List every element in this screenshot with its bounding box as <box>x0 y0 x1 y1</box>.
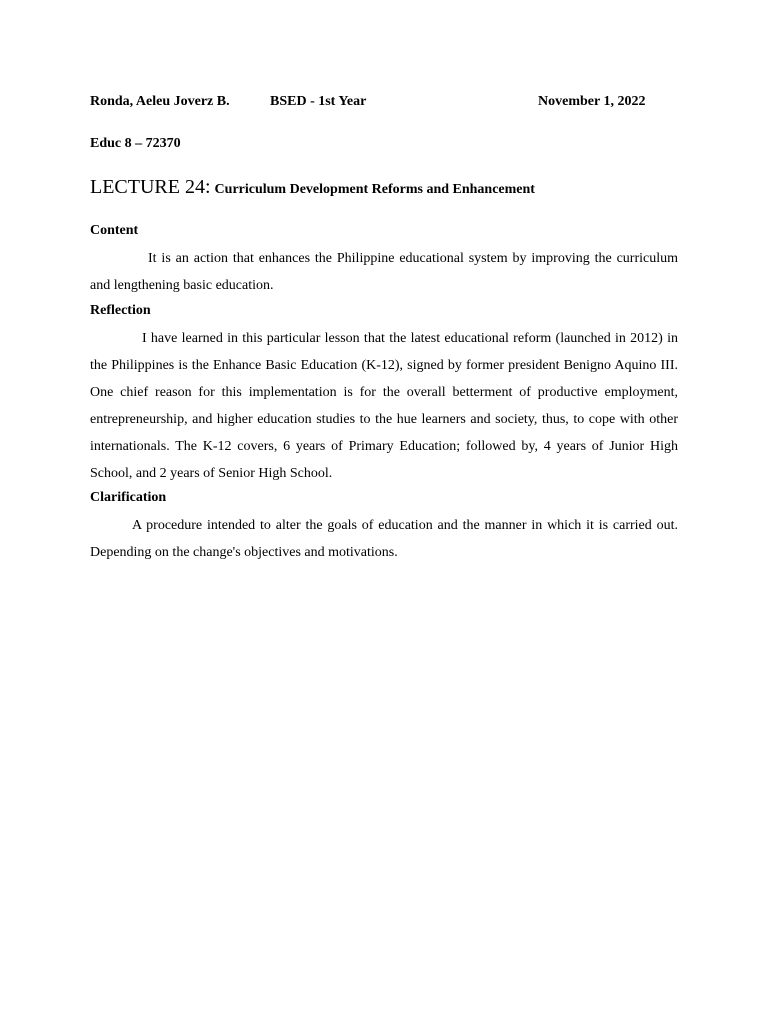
content-paragraph: It is an action that enhances the Philippine educational system by improving the curriculum and lengthening basic education. <box>90 251 678 293</box>
reflection-paragraph: I have learned in this particular lesson that the latest educational reform (launched in 2012) in the Philippines is the Enhance Basic Education (K-12), signed by former president Benigno Aquino III. One chief reason for this implementation is for the overall betterment of productive employment, entrepreneurship, and higher education studies to the hue learners and society, thus, to cope with other internationals. The K-12 covers, 6 years of Primary Education; followed by, 4 years of Junior High School, and 2 years of Senior High School. <box>90 331 678 481</box>
clarification-heading: Clarification <box>90 490 167 505</box>
clarification-paragraph: A procedure intended to alter the goals of education and the manner in which it is carried out. Depending on the change's objectives and motivations. <box>90 518 678 560</box>
course-code: Educ 8 – 72370 <box>90 136 181 151</box>
document-date: November 1, 2022 <box>538 94 646 109</box>
reflection-heading: Reflection <box>90 303 151 318</box>
document-header <box>90 94 680 114</box>
lecture-number: LECTURE 24: <box>90 176 211 198</box>
student-name: Ronda, Aeleu Joverz B. <box>90 94 230 109</box>
lecture-topic: Curriculum Development Reforms and Enhancement <box>214 182 535 197</box>
course-year: BSED - 1st Year <box>270 94 367 109</box>
lecture-title <box>90 176 535 199</box>
content-heading: Content <box>90 223 139 238</box>
